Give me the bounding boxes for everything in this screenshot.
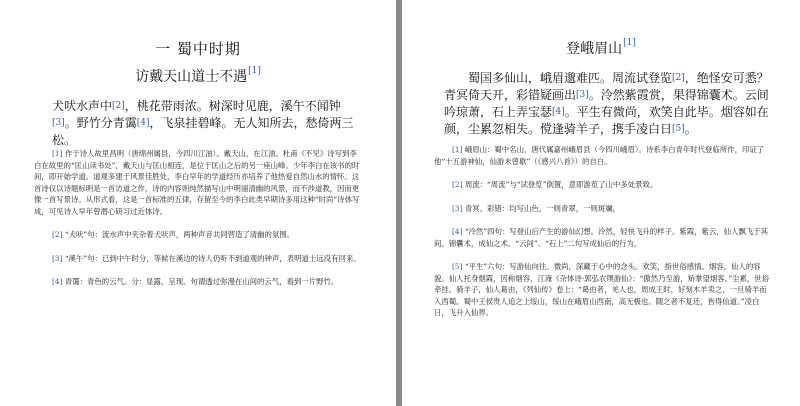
poem-footnote-ref[interactable]: [2] <box>112 101 125 111</box>
poem-title-footnote-ref[interactable]: [1] <box>623 38 636 48</box>
footnote <box>434 261 770 319</box>
footnote-list <box>34 148 364 300</box>
poem-footnote-ref[interactable]: [3] <box>52 118 65 128</box>
poem-footnote-ref[interactable]: [2] <box>672 73 685 83</box>
poem-body <box>444 70 774 138</box>
footnote <box>434 203 770 215</box>
poem-body <box>52 98 356 149</box>
footnote-list <box>434 144 770 331</box>
poem-line: 。 <box>684 122 697 136</box>
footnote-marker[interactable]: [2] <box>452 180 463 189</box>
footnote-text: 作于诗人故里昌明（唐绵州属县，今四川江油）。戴天山，在江油。杜甫《不见》诗写到李白在故里的“匡山读书处”，戴天山与匡山相连，是位于匡山之后的另一座山峰。少年李白在该书的时间，即开始学道。道观多建于风景佳胜处，李白早年的学道经历亦培养了他热爱自然山水的情怀。这首诗仅以诗题标明是一首访道之作，诗的内容则纯然描写山中明丽清幽的风景，而不涉道教，因而更像一首写景诗。从形式看，这是一首标准的五律，存留至今的李白此类早期诗多用这种“时尚”诗体写成，可见诗人早年曾潜心研习过近体诗。 <box>34 149 360 216</box>
footnote <box>34 276 364 288</box>
poem-line: 蜀国多仙山，峨眉邈难匹。周流试登览 <box>468 71 673 85</box>
footnote-text: “平生”六句：写游仙向往。微尚，深藏于心中的念头。欢笑，指世俗感情。烟容，仙人的容貌。仙人托身烟霞，因称烟容，江淹《杂体诗·郭弘农璞游仙》：“傲然乃至游，矫掌望烟客。”尘累，世俗牵挂。骑羊子，仙人葛由，《列仙传》卷上：“葛由者，羌人也，周成王时，好刻木羊卖之，一旦骑羊而入西蜀。蜀中王侯贵人追之上绥山，绥山在峨眉山西南，高无极也。随之者不复还，皆得仙道。”凌白日，飞升入仙界。 <box>434 262 770 317</box>
poem-line: 。平生有微尚，欢笑自此毕。烟容如在颜，尘累忽相失。傥逢骑羊子，携手凌白日 <box>444 105 769 136</box>
footnote-marker[interactable]: [4] <box>452 227 463 236</box>
poem-title-footnote-ref[interactable]: [1] <box>248 66 261 76</box>
footnote-marker[interactable]: [1] <box>52 149 63 158</box>
poem-line: 犬吠水声中 <box>52 99 113 113</box>
left-page <box>0 0 396 406</box>
poem-title-text: 访戴天山道士不遇 <box>135 69 248 85</box>
footnote-text: 青冥、彩错：均写山色，一则青翠，一则斑斓。 <box>464 203 621 213</box>
right-page <box>402 0 800 406</box>
footnote <box>34 253 364 265</box>
footnote-text: “溪午”句：已到中午时分，等候在溪边的诗人仍听不到道观的钟声，表明道士远没有回来。 <box>64 253 361 263</box>
footnote-marker[interactable]: [2] <box>52 230 63 239</box>
footnote-marker[interactable]: [4] <box>52 277 63 286</box>
footnote-text: “泠然”四句：写登山后产生的游仙幻想。泠然，轻快飞升的样子。紫霞，紫云，仙人飘飞于其间。锦囊术，成仙之术。“云间”、“石上”二句写成仙后的行为。 <box>434 227 769 248</box>
footnote <box>434 144 770 167</box>
poem-footnote-ref[interactable]: [5] <box>672 124 685 134</box>
poem-title-text: 登峨眉山 <box>566 41 623 57</box>
poem-footnote-ref[interactable]: [3] <box>576 90 589 100</box>
footnote-text: 周流：“周流”与“试登览”倒置，意即游览了山中多处景致。 <box>464 180 658 189</box>
footnote <box>434 226 770 249</box>
poem-footnote-ref[interactable]: [4] <box>136 118 150 128</box>
footnote-text: 青霭：青色的云气。分：显露，呈现。句谓透过弥漫在山间的云气，看到一片野竹。 <box>64 277 339 286</box>
poem-line: 。野竹分青霭 <box>64 116 137 130</box>
footnote-marker[interactable]: [5] <box>452 262 463 271</box>
poem-title <box>402 38 800 58</box>
footnote-text: “犬吠”句：流水声中夹杂着犬吠声，两种声音共同营造了清幽的氛围。 <box>64 230 295 239</box>
footnote-text: 峨眉山：蜀中名山，唐代属嘉州峨眉县（今四川峨眉）。诗系李白青年时代登临所作，印证了他“十五游神仙，仙游未曾歇”（《感兴八首》）的自白。 <box>434 145 765 166</box>
chapter-title: 一 蜀中时期 <box>155 40 241 58</box>
footnote-marker[interactable]: [1] <box>452 145 463 154</box>
poem-line: ，飞泉挂碧峰。无人知所去，愁倚两三松。 <box>52 116 354 147</box>
poem-title <box>0 66 396 86</box>
footnote-marker[interactable]: [3] <box>452 203 463 213</box>
poem-line: ，桃花带雨浓。树深时见鹿，溪午不闻钟 <box>124 99 341 113</box>
footnote <box>34 148 364 217</box>
poem-footnote-ref[interactable]: [4] <box>552 107 565 117</box>
footnote <box>34 229 364 241</box>
poem-line: ，绝怪安可悉？青冥倚天开，彩错疑画出 <box>444 71 769 102</box>
footnote-marker[interactable]: [3] <box>52 253 63 263</box>
poem-line: 。泠然紫霞赏，果得锦囊术。云间吟琼萧，石上弄宝瑟 <box>444 88 769 119</box>
footnote <box>434 179 770 191</box>
